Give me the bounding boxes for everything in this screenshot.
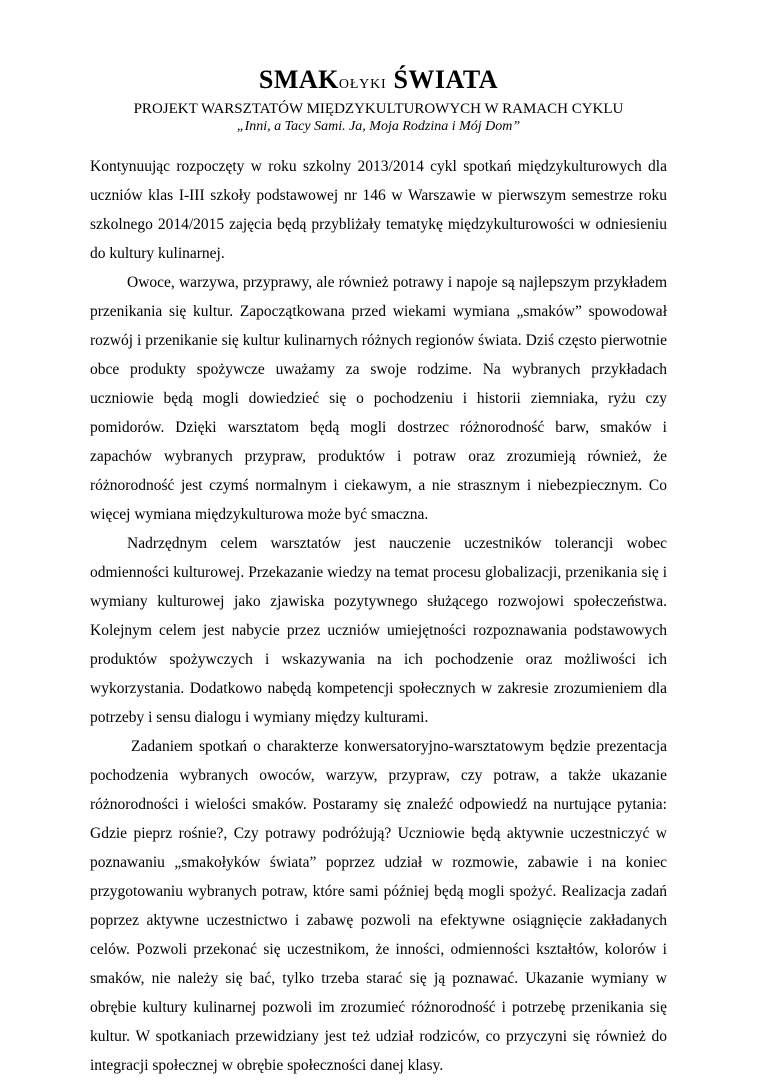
title-part-smak: SMAK [258,65,339,94]
paragraph-3: Nadrzędnym celem warsztatów jest nauczenie uczestników tolerancji wobec odmienności kulturowej. Przekazanie wiedzy na temat procesu globalizacji, przenikania się i wymiany kulturowej jako zjawiska pozytywnego służącego rozwojowi społeczeństwa. Kolejnym celem jest nabycie przez uczniów umiejętności rozpoznawania podstawowych produktów spożywczych i wskazywania na ich pochodzenie oraz możliwości ich wykorzystania. Dodatkowo nabędą kompetencji społecznych w zakresie zrozumieniem dla potrzeby i sensu dialogu i wymiany między kulturami. [90,535,667,726]
paragraph-4: Zadaniem spotkań o charakterze konwersatoryjno-warsztatowym będzie prezentacja pochodzenia wybranych owoców, warzyw, przypraw, czy potraw, a także ukazanie różnorodności i wielości smaków. Postaramy się znaleźć odpowiedź na nurtujące pytania: Gdzie pieprz rośnie?, Czy potrawy podróżują? Uczniowie będą aktywnie uczestniczyć w poznawaniu „smakołyków świata” poprzez udział w rozmowie, zabawie i na koniec przygotowaniu wybranych potraw, które sami później będą mogli spożyć. Realizacja zadań poprzez aktywne uczestnictwo i zabawę pozwoli na efektywne osiągnięcie zakładanych celów. Pozwoli przekonać się uczestnikom, że inności, odmienności kształtów, kolorów i smaków, nie należy się bać, tylko trzeba starać się ją poznawać. Ukazanie wymiany w obrębie kultury kulinarnej pozwoli im zrozumieć różnorodność i potrzebę przenikania się kultur. W spotkaniach przewidziany jest też udział rodziców, co przyczyni się również do integracji społecznej w obrębie społeczności danej klasy. [90,738,667,1074]
paragraph-1: Kontynuując rozpoczęty w roku szkolny 2013/2014 cykl spotkań międzykulturowych dla uczniów klas I-III szkoły podstawowej nr 146 w Warszawie w pierwszym semestrze roku szkolnego 2014/2015 zajęcia będą przybliżały tematykę międzykulturowości w odniesieniu do kultury kulinarnej. [90,158,667,262]
document-title [90,66,667,99]
document-body [90,152,667,1080]
paragraph-2: Owoce, warzywa, przyprawy, ale również potrawy i napoje są najlepszym przykładem przenikania się kultur. Zapoczątkowana przed wiekami wymiana „smaków” spowodował rozwój i przenikanie się kultur kulinarnych różnych regionów świata. Dziś często pierwotnie obce produkty spożywcze uważamy za swoje rodzime. Na wybranych przykładach uczniowie będą mogli dowiedzieć się o pochodzeniu i historii ziemniaka, ryżu czy pomidorów. Dzięki warsztatom będą mogli dostrzec różnorodność barw, smaków i zapachów wybranych przypraw, produktów i potraw oraz zrozumieją również, że różnorodność jest czymś normalnym i ciekawym, a nie strasznym i niebezpiecznym. Co więcej wymiana międzykulturowa może być smaczna. [90,274,667,523]
title-part-olyki: OŁYKI [338,77,387,92]
title-part-swiata: ŚWIATA [386,65,499,94]
document-motto: „Inni, a Tacy Sami. Ja, Moja Rodzina i Mój Dom” [236,119,521,134]
document-subtitle: PROJEKT WARSZTATÓW MIĘDZYKULTUROWYCH W RAMACH CYKLU [133,101,624,117]
